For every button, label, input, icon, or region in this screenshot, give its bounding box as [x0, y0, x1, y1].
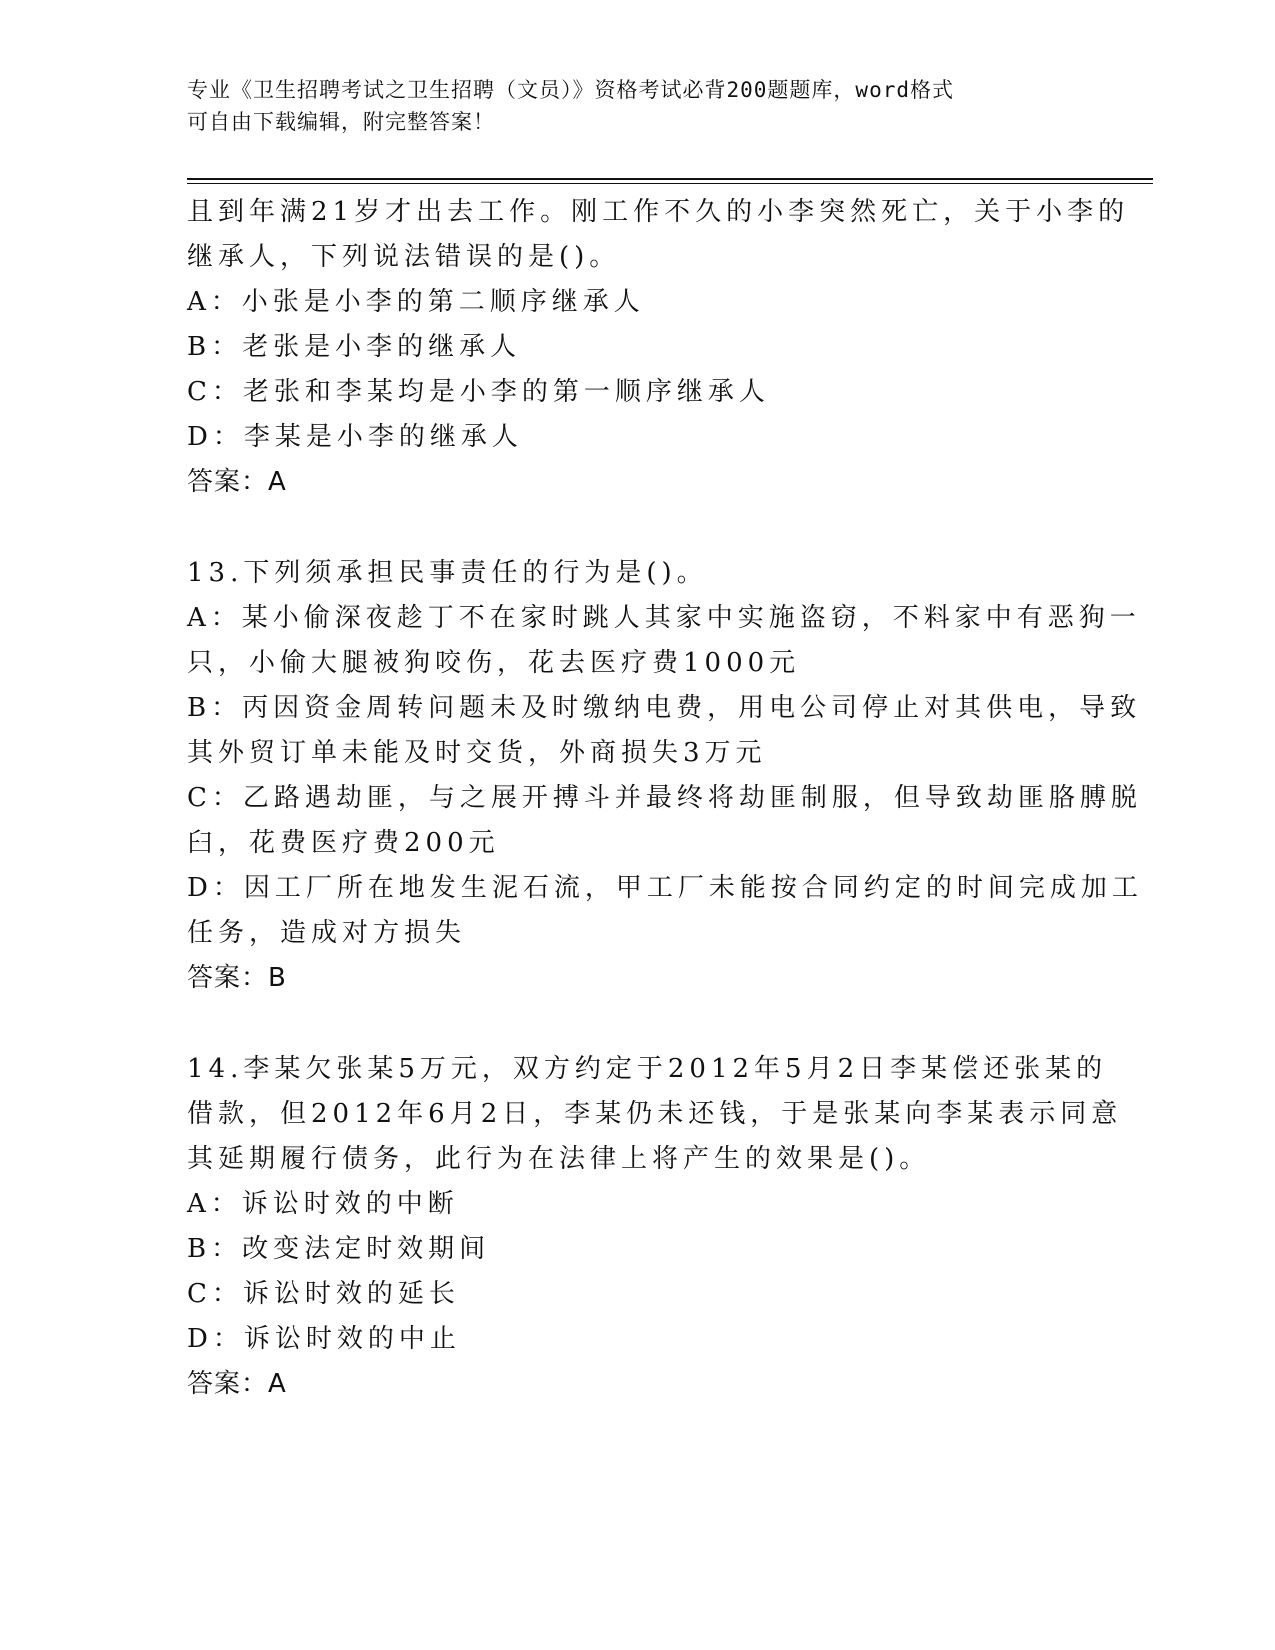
document-header: [187, 74, 1067, 138]
question-13: [187, 551, 1143, 1001]
question-stem-line: 其延期履行债务，此行为在法律上将产生的效果是()。: [187, 1144, 931, 1174]
header-divider-thick: [187, 178, 1153, 180]
option-d: D：诉讼时效的中止: [187, 1324, 461, 1354]
option-c: C：乙路遇劫匪，与之展开搏斗并最终将劫匪制服，但导致劫匪胳膊脱: [187, 783, 1142, 813]
question-12: [187, 190, 1130, 505]
option-b: B：丙因资金周转问题未及时缴纳电费，用电公司停止对其供电，导致: [187, 693, 1142, 723]
question-stem-line: 13.下列须承担民事责任的行为是()。: [187, 558, 708, 588]
document-body: [187, 190, 1143, 1407]
option-d: D：因工厂所在地发生泥石流，甲工厂未能按合同约定的时间完成加工: [187, 873, 1143, 903]
option-d-continuation: 任务，造成对方损失: [187, 918, 467, 948]
question-stem-line: 且到年满21岁才出去工作。刚工作不久的小李突然死亡，关于小李的: [187, 197, 1130, 227]
spacer: [187, 1001, 1087, 1047]
header-title-line-2: 可自由下载编辑，附完整答案！: [187, 110, 495, 134]
option-b: B：改变法定时效期间: [187, 1234, 491, 1264]
option-c: C：诉讼时效的延长: [187, 1279, 460, 1309]
option-a: A：诉讼时效的中断: [187, 1189, 459, 1219]
header-divider-thin: [187, 183, 1153, 184]
question-stem-line: 借款，但2012年6月2日，李某仍未还钱，于是张某向李某表示同意: [187, 1099, 1123, 1129]
option-a: A：小张是小李的第二顺序继承人: [187, 287, 645, 317]
spacer: [187, 505, 1087, 551]
option-c: C：老张和李某均是小李的第一顺序继承人: [187, 377, 770, 407]
option-a-continuation: 只，小偷大腿被狗咬伤，花去医疗费1000元: [187, 648, 801, 678]
header-title-line-1: 专业《卫生招聘考试之卫生招聘（文员）》资格考试必背200题题库，word格式: [187, 78, 954, 102]
option-a: A：某小偷深夜趁丁不在家时跳人其家中实施盗窃，不料家中有恶狗一: [187, 603, 1141, 633]
option-b: B：老张是小李的继承人: [187, 332, 522, 362]
question-stem-line: 14.李某欠张某5万元，双方约定于2012年5月2日李某偿还张某的: [187, 1054, 1108, 1084]
answer-line: 答案：A: [187, 1369, 287, 1399]
answer-line: 答案：B: [187, 963, 287, 993]
option-c-continuation: 臼，花费医疗费200元: [187, 828, 500, 858]
question-stem-line: 继承人，下列说法错误的是()。: [187, 242, 621, 272]
question-14: [187, 1047, 1123, 1407]
option-b-continuation: 其外贸订单未能及时交货，外商损失3万元: [187, 738, 767, 768]
answer-line: 答案：A: [187, 467, 287, 497]
option-d: D：李某是小李的继承人: [187, 422, 523, 452]
